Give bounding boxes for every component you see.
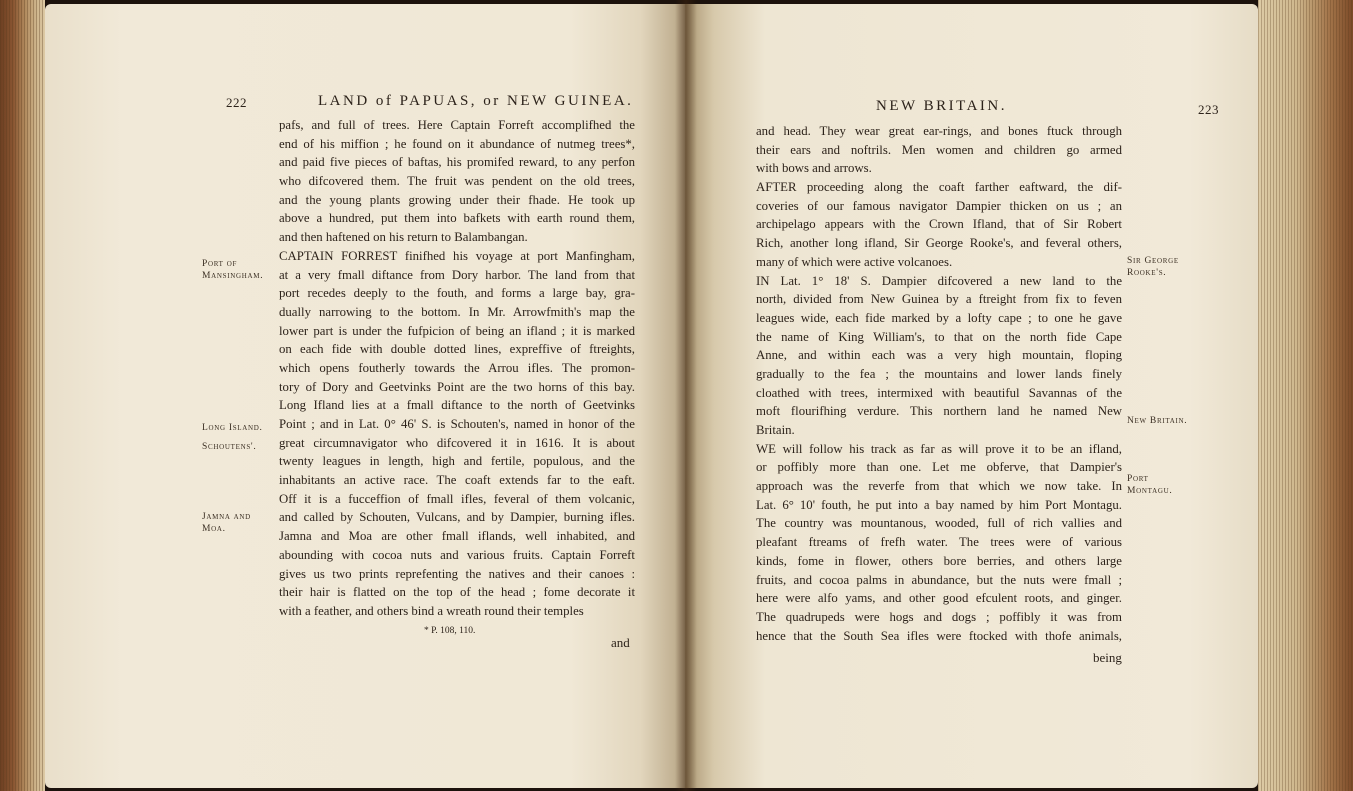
- text-line: with a feather, and others bind a wreath round their temples: [279, 603, 584, 618]
- text-line: cloathed with trees, intermixed with beautiful Savannas of the: [756, 385, 1122, 400]
- right-running-head: NEW BRITAIN.: [876, 98, 1008, 114]
- text-line: lower part is under the fufpicion of being an ifland ; it is marked: [279, 323, 635, 338]
- text-line: inhabitants an active race. The coaft extends far to the eaft.: [279, 473, 635, 488]
- text-line: on each fide with double dotted lines, expreffive of ftreights,: [279, 342, 635, 357]
- text-line: moft flourifhing verdure. This northern land he named New: [756, 404, 1122, 419]
- text-line: with bows and arrows.: [756, 161, 872, 176]
- text-line: Britain.: [756, 423, 795, 437]
- text-line: and then haftened on his return to Balambangan.: [279, 230, 528, 245]
- text-line: who difcovered them. The fruit was pendent on the old trees,: [279, 174, 635, 189]
- right-page-body: [756, 122, 1122, 645]
- left-catchword: and: [611, 635, 630, 650]
- text-line: Jamna and Moa are other fmall iflands, well inhabited, and: [279, 529, 635, 544]
- text-line: abounding with cocoa nuts and various fruits. Captain Forreft: [279, 547, 635, 562]
- text-line: leagues wide, each fide marked by a lofty cape ; to one he gave: [756, 310, 1122, 325]
- text-line: which opens foutherly towards the Arrou ifles. The promon-: [279, 360, 635, 375]
- text-line: Anne, and within each was a very high mountain, floping: [756, 348, 1122, 363]
- text-line: and the young plants growing under their fhade. He took up: [279, 192, 635, 207]
- right-page-number: 223: [1198, 102, 1219, 117]
- text-line: kinds, fome in flower, others bore berries, and others large: [756, 553, 1122, 568]
- margin-note-schoutens: Schoutens'.: [202, 442, 257, 452]
- margin-note-new-britain: New Britain.: [1127, 416, 1188, 426]
- footnote: * P. 108, 110.: [424, 626, 476, 636]
- text-line: their ears and noftrils. Men women and children go armed: [756, 142, 1122, 157]
- text-line: and head. They wear great ear-rings, and bones ftuck through: [756, 124, 1122, 138]
- text-line: WE will follow his track as far as will prove it to be an ifland,: [756, 441, 1122, 456]
- text-line: dually narrowing to the bottom. In Mr. Arrowfmith's map the: [279, 304, 635, 319]
- margin-note-port-mansingham: Port of Mansingham.: [202, 259, 264, 281]
- text-line: coveries of our famous navigator Dampier thicken on us ; an: [756, 198, 1122, 213]
- text-line: their hair is flatted on the top of the head ; fome decorate it: [279, 585, 635, 600]
- margin-note-port-montagu: Port Montagu.: [1127, 474, 1173, 496]
- text-line: hence that the South Sea ifles were ftocked with thofe animals,: [756, 628, 1122, 643]
- text-line: gives us two prints reprefenting the natives and their canoes :: [279, 566, 635, 581]
- text-line: or poffibly more than one. Let me obferve, that Dampier's: [756, 460, 1122, 475]
- text-line: pafs, and full of trees. Here Captain Forreft accomplifhed the: [279, 118, 635, 132]
- text-line: AFTER proceeding along the coaft farther eaftward, the dif-: [756, 180, 1122, 195]
- left-running-head: LAND of PAPUAS, or NEW GUINEA.: [318, 93, 634, 109]
- text-line: end of his miffion ; he found on it abundance of nutmeg trees*,: [279, 136, 635, 151]
- text-line: The quadrupeds were hogs and dogs ; poffibly it was from: [756, 609, 1122, 624]
- right-page-edges: [1258, 0, 1353, 791]
- text-line: gradually to the fea ; the mountains and lower lands finely: [756, 366, 1122, 381]
- text-line: and paid five pieces of baftas, his promifed reward, to any perfon: [279, 155, 635, 170]
- text-line: twenty leagues in length, high and fertile, populous, and the: [279, 454, 635, 469]
- text-line: Long Ifland lies at a fmall diftance to the north of Geetvinks: [279, 398, 635, 413]
- text-line: Off it is a fucceffion of fmall ifles, feveral of them volcanic,: [279, 491, 635, 506]
- left-page-body: [279, 116, 635, 621]
- text-line: fruits, and cocoa palms in abundance, but the nuts were fmall ;: [756, 572, 1122, 587]
- text-line: above a hundred, put them into bafkets with earth round them,: [279, 211, 635, 226]
- text-line: great circumnavigator who difcovered it in 1616. It is about: [279, 435, 635, 450]
- text-line: The country was mountanous, wooded, full of rich vallies and: [756, 516, 1122, 531]
- margin-note-long-island: Long Island.: [202, 423, 263, 433]
- text-line: Rich, another long ifland, Sir George Rooke's, and feveral others,: [756, 236, 1122, 251]
- text-line: port recedes deeply to the fouth, and forms a large bay, gra-: [279, 286, 635, 301]
- left-page-edges: [0, 0, 45, 791]
- right-catchword: being: [1093, 650, 1122, 665]
- left-page-number: 222: [226, 95, 247, 110]
- text-line: CAPTAIN FORREST finifhed his voyage at port Manfingham,: [279, 248, 635, 263]
- text-line: here were alfo yams, and other good efculent roots, and ginger.: [756, 591, 1122, 606]
- text-line: Point ; and in Lat. 0° 46' S. is Schouten's, named in honor of the: [279, 417, 635, 431]
- margin-note-sir-george-rookes: Sir George Rooke's.: [1127, 256, 1179, 278]
- text-line: archipelago appears with the Crown Ifland, that of Sir Robert: [756, 217, 1122, 232]
- book-gutter: [675, 0, 697, 791]
- text-line: many of which were active volcanoes.: [756, 254, 953, 269]
- text-line: tory of Dory and Geetvinks Point are the two horns of this bay.: [279, 379, 635, 394]
- text-line: the name of King William's, to that on the north fide Cape: [756, 329, 1122, 344]
- text-line: Lat. 6° 10' fouth, he put into a bay named by him Port Montagu.: [756, 497, 1122, 512]
- text-line: pleafant ftreams of frefh water. The trees were of various: [756, 535, 1122, 550]
- margin-note-jamna-moa: Jamna and Moa.: [202, 512, 251, 534]
- text-line: IN Lat. 1° 18' S. Dampier difcovered a new land to the: [756, 273, 1122, 288]
- text-line: at a very fmall diftance from Dory harbor. The land from that: [279, 267, 635, 282]
- text-line: approach was the reverfe from that which we now take. In: [756, 479, 1122, 494]
- text-line: north, divided from New Guinea by a ftreight from fix to feven: [756, 292, 1122, 307]
- text-line: and called by Schouten, Vulcans, and by Dampier, burning ifles.: [279, 510, 635, 525]
